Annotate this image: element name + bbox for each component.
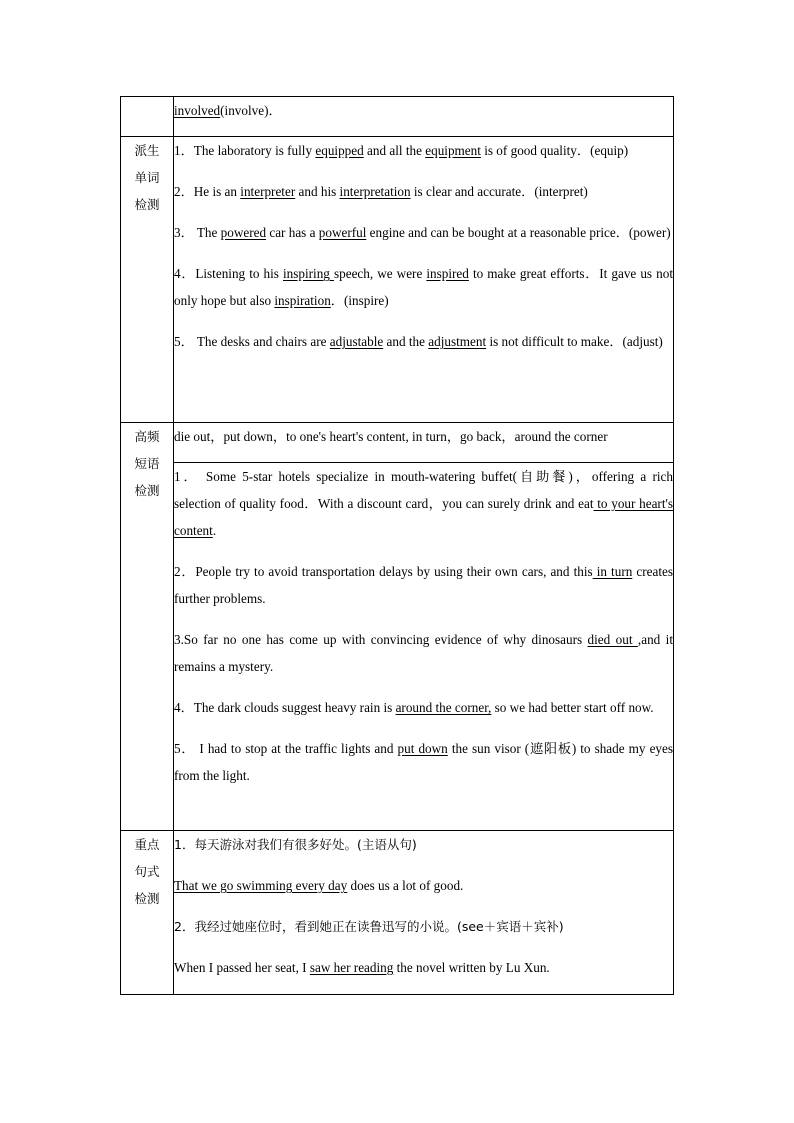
- table-row: [121, 463, 674, 831]
- table-row: [121, 97, 674, 137]
- phrase-item-1: 1． Some 5-star hotels specialize in mouth-watering buffet(自助餐)，offering a rich selection of quality food．With a discount card，you can surely drink and eat to your heart's content.: [174, 469, 673, 538]
- derived-item-2: 2．He is an interpreter and his interpretation is clear and accurate．(interpret): [174, 184, 588, 199]
- sentence-answer-2: When I passed her seat, I saw her reading the novel written by Lu Xun.: [174, 960, 550, 975]
- phrase-item-5: 5． I had to stop at the traffic lights and put down the sun visor (遮阳板) to shade my eyes from the light.: [174, 741, 674, 783]
- derived-item-4: 4．Listening to his inspiring speech, we were inspired to make great efforts．It gave us not only hope but also inspiration．(inspire): [174, 266, 673, 308]
- phrase-item-3: 3.So far no one has come up with convincing evidence of why dinosaurs died out ,and it remains a mystery.: [174, 632, 674, 674]
- phrases-cell: [174, 463, 674, 831]
- exercise-table: [120, 96, 674, 995]
- sentence-answer-1: That we go swimming every day does us a lot of good.: [174, 878, 464, 893]
- phrase-word-bank: die out，put down，to one's heart's content, in turn，go back，around the corner: [174, 423, 674, 463]
- phrase-item-4: 4．The dark clouds suggest heavy rain is around the corner, so we had better start off now.: [174, 700, 654, 715]
- table-row: [121, 137, 674, 423]
- section-label-phrases: 高频 短语 检测: [121, 423, 174, 831]
- empty-label-cell: [121, 97, 174, 137]
- derived-item-1: 1．The laboratory is fully equipped and all the equipment is of good quality．(equip): [174, 143, 629, 158]
- phrase-item-2: 2．People try to avoid transportation delays by using their own cars, and this in turn creates further problems.: [174, 564, 673, 606]
- section-label-sentences: 重点 句式 检测: [121, 831, 174, 995]
- table-row: [121, 423, 674, 463]
- section-label-derived: 派生 单词 检测: [121, 137, 174, 423]
- sentences-cell: [174, 831, 674, 995]
- derived-words-cell: [174, 137, 674, 423]
- derived-item-5: 5． The desks and chairs are adjustable and the adjustment is not difficult to make．(adjust): [174, 334, 663, 349]
- continuation-line: involved(involve)．: [174, 103, 282, 118]
- derived-item-3: 3． The powered car has a powerful engine and can be bought at a reasonable price．(power): [174, 225, 671, 240]
- sentence-prompt-2: 2．我经过她座位时，看到她正在读鲁迅写的小说。(see＋宾语＋宾补): [174, 919, 564, 934]
- continuation-cell: [174, 97, 674, 137]
- table-row: [121, 831, 674, 995]
- sentence-prompt-1: 1．每天游泳对我们有很多好处。(主语从句): [174, 837, 417, 852]
